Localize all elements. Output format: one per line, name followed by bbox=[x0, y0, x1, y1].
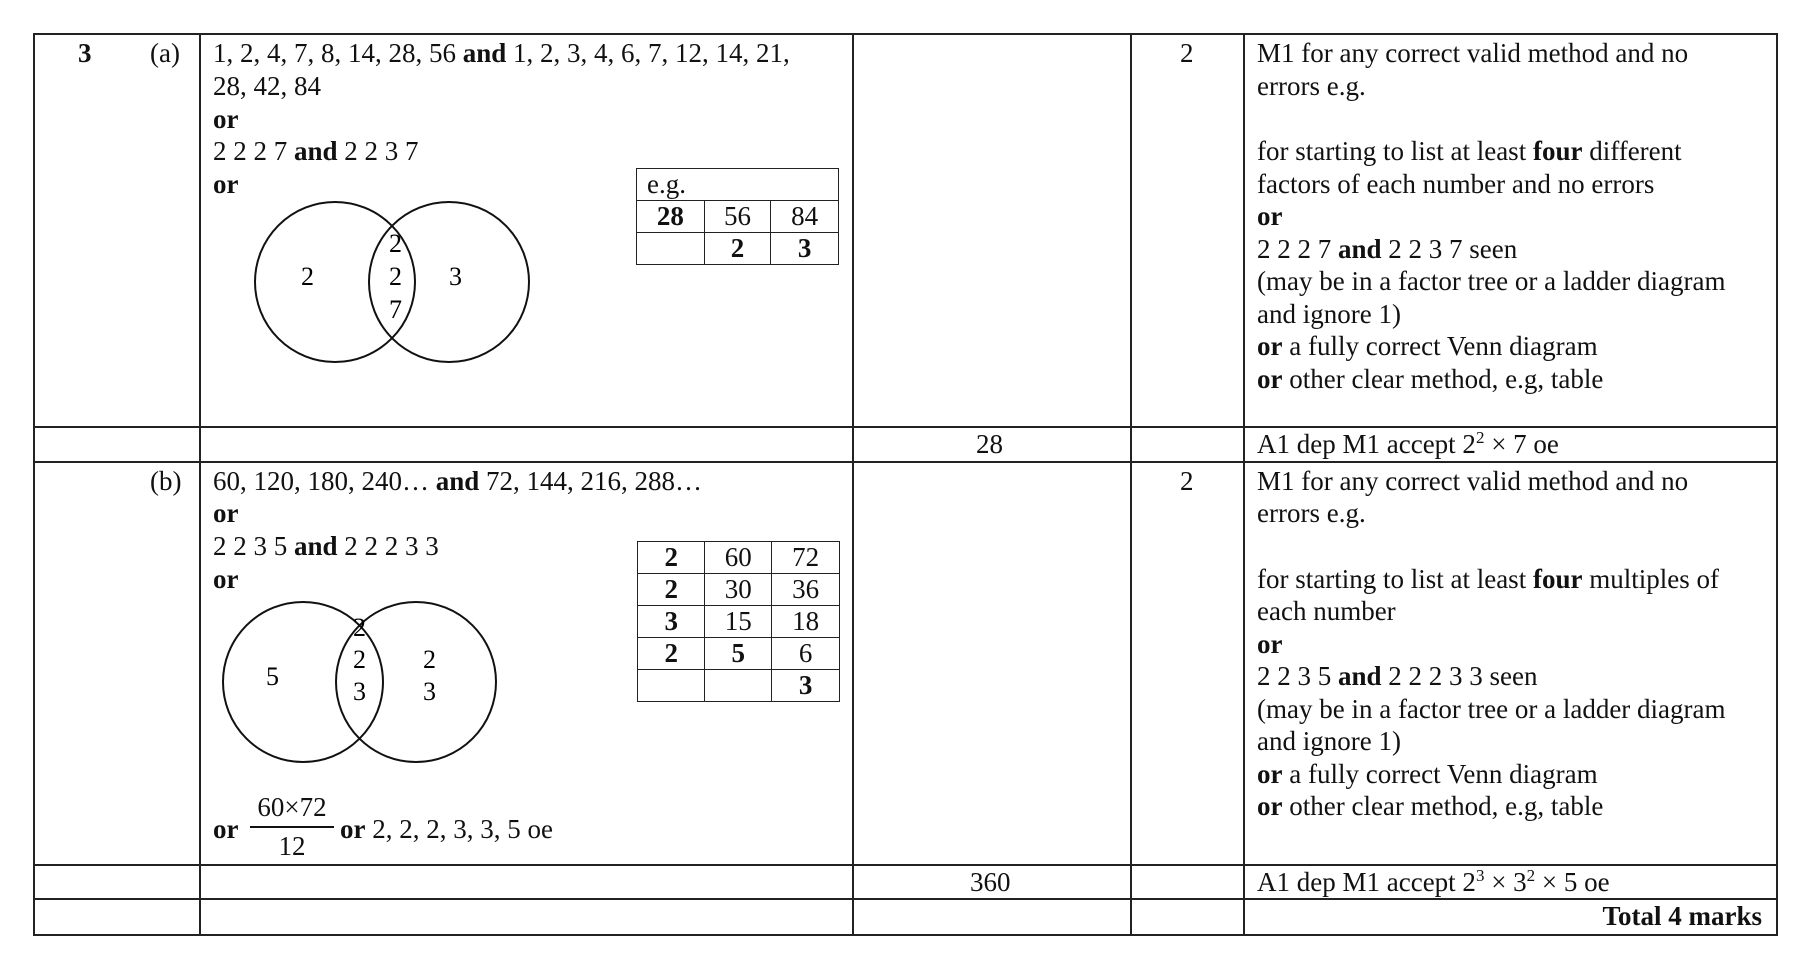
table-cell: 2 bbox=[638, 542, 705, 574]
grid-line bbox=[33, 461, 1778, 463]
venn-mid-value-2: 2 bbox=[353, 645, 366, 674]
note-bold: four bbox=[1532, 136, 1583, 166]
table-cell: 6 bbox=[772, 638, 840, 670]
b-note-line bbox=[1257, 758, 1598, 791]
a-multiples-list-left: 1, 2, 4, 7, 8, 14, 28, 56 bbox=[213, 38, 456, 68]
a-or-2: or bbox=[213, 169, 239, 199]
note-bold: and bbox=[1338, 661, 1382, 691]
table-cell: 72 bbox=[772, 542, 840, 574]
a-note-line bbox=[1257, 363, 1603, 396]
note-bold: or bbox=[1257, 364, 1283, 394]
b-note-or: or bbox=[1257, 629, 1283, 659]
grid-line bbox=[33, 934, 1778, 936]
table-cell: 36 bbox=[772, 574, 840, 606]
grid-line bbox=[1243, 33, 1245, 935]
venn-right-value-2: 3 bbox=[423, 677, 436, 706]
note-bold: and bbox=[1338, 234, 1382, 264]
a-note-line: errors e.g. bbox=[1257, 71, 1366, 101]
table-cell bbox=[705, 670, 772, 702]
superscript: 2 bbox=[1526, 866, 1536, 885]
b-note-line: each number bbox=[1257, 596, 1396, 626]
note-text: other clear method, e.g, table bbox=[1289, 364, 1604, 394]
a-note-line: (may be in a factor tree or a ladder diagram bbox=[1257, 266, 1726, 296]
grid-line bbox=[199, 33, 201, 935]
b-multiples-list-left: 60, 120, 180, 240… bbox=[213, 466, 429, 496]
b-note-line bbox=[1257, 660, 1538, 693]
note-text: × 5 oe bbox=[1535, 867, 1610, 897]
a-ladder-table bbox=[636, 168, 839, 265]
total-marks: Total 4 marks bbox=[1602, 901, 1762, 931]
venn-left-value: 5 bbox=[266, 662, 279, 691]
a-note-line: factors of each number and no errors bbox=[1257, 169, 1655, 199]
note-text: 2 2 2 3 3 seen bbox=[1388, 661, 1538, 691]
table-caption: e.g. bbox=[637, 169, 839, 201]
b-pf-left: 2 2 3 5 bbox=[213, 531, 288, 561]
venn-right-value: 3 bbox=[449, 262, 462, 291]
note-text: 2 2 3 7 seen bbox=[1388, 234, 1518, 264]
a-working-line1 bbox=[213, 37, 790, 70]
note-text: different bbox=[1589, 136, 1682, 166]
a-pf-right: 2 2 3 7 bbox=[344, 136, 419, 166]
a-answer: 28 bbox=[976, 429, 1003, 459]
table-cell: 3 bbox=[638, 606, 705, 638]
b-pf-right: 2 2 2 3 3 bbox=[344, 531, 439, 561]
note-text: a fully correct Venn diagram bbox=[1289, 331, 1598, 361]
b-note-line: errors e.g. bbox=[1257, 498, 1366, 528]
b-after-fraction bbox=[340, 813, 553, 846]
a-note-line bbox=[1257, 330, 1598, 363]
b-answer: 360 bbox=[970, 867, 1011, 897]
venn-mid-value-3: 3 bbox=[353, 677, 366, 706]
b-and: and bbox=[435, 466, 480, 496]
a-venn-diagram bbox=[255, 198, 535, 366]
table-cell: 2 bbox=[704, 233, 771, 265]
note-text: 2 2 3 5 bbox=[1257, 661, 1332, 691]
a-note-line bbox=[1257, 233, 1517, 266]
b-prime-factors bbox=[213, 530, 439, 563]
grid-line bbox=[1776, 33, 1778, 935]
a-multiples-list-right: 1, 2, 3, 4, 6, 7, 12, 14, 21, bbox=[513, 38, 790, 68]
note-text: multiples of bbox=[1589, 564, 1719, 594]
note-text: × 3 bbox=[1484, 867, 1527, 897]
b-note-line bbox=[1257, 563, 1719, 596]
superscript: 2 bbox=[1475, 428, 1485, 447]
b-venn-diagram bbox=[223, 600, 499, 764]
note-text: 2, 2, 2, 3, 3, 5 oe bbox=[372, 814, 553, 844]
table-cell: 3 bbox=[771, 233, 839, 265]
a-a1-note bbox=[1257, 428, 1559, 461]
a-or-1: or bbox=[213, 104, 239, 134]
table-cell: 18 bbox=[772, 606, 840, 638]
b-or-1: or bbox=[213, 498, 239, 528]
table-cell: 2 bbox=[638, 638, 705, 670]
note-text: × 7 oe bbox=[1484, 429, 1559, 459]
table-cell bbox=[638, 670, 705, 702]
b-note-line: and ignore 1) bbox=[1257, 726, 1401, 756]
table-cell: 2 bbox=[638, 574, 705, 606]
note-bold: or bbox=[1257, 791, 1283, 821]
note-text: other clear method, e.g, table bbox=[1289, 791, 1604, 821]
grid-line bbox=[1130, 33, 1132, 935]
b-pf-and: and bbox=[294, 531, 338, 561]
note-bold: or bbox=[340, 814, 366, 844]
a-pf-and: and bbox=[294, 136, 338, 166]
table-cell: 3 bbox=[772, 670, 840, 702]
a-note-line bbox=[1257, 135, 1682, 168]
question-number: 3 bbox=[78, 38, 92, 68]
grid-line bbox=[852, 33, 854, 935]
note-bold: or bbox=[1257, 331, 1283, 361]
a-pf-left: 2 2 2 7 bbox=[213, 136, 288, 166]
table-cell: 5 bbox=[705, 638, 772, 670]
note-bold: or bbox=[1257, 759, 1283, 789]
table-cell: 56 bbox=[704, 201, 771, 233]
table-cell: 28 bbox=[637, 201, 705, 233]
b-ladder-table bbox=[637, 541, 840, 702]
grid-line bbox=[33, 33, 1778, 35]
b-marks: 2 bbox=[1180, 466, 1194, 496]
fraction-denominator: 12 bbox=[278, 830, 306, 861]
superscript: 3 bbox=[1475, 866, 1485, 885]
fraction-bar bbox=[250, 826, 334, 828]
a-prime-factors bbox=[213, 135, 419, 168]
a-working-line2: 28, 42, 84 bbox=[213, 71, 321, 101]
b-or-2: or bbox=[213, 564, 239, 594]
venn-right-value-1: 2 bbox=[423, 645, 436, 674]
b-note-line: (may be in a factor tree or a ladder diagram bbox=[1257, 694, 1726, 724]
note-text: for starting to list at least bbox=[1257, 564, 1527, 594]
note-text: A1 dep M1 accept 2 bbox=[1257, 867, 1476, 897]
a-note-line: M1 for any correct valid method and no bbox=[1257, 38, 1689, 68]
venn-mid-value-1: 2 bbox=[389, 229, 402, 258]
table-cell bbox=[637, 233, 705, 265]
table-cell: 84 bbox=[771, 201, 839, 233]
a-and: and bbox=[462, 38, 507, 68]
venn-mid-value-2: 2 bbox=[389, 262, 402, 291]
note-bold: four bbox=[1532, 564, 1583, 594]
part-b-label: (b) bbox=[150, 466, 182, 496]
note-text: 2 2 2 7 bbox=[1257, 234, 1332, 264]
b-working-line1 bbox=[213, 465, 702, 498]
grid-line bbox=[33, 33, 35, 935]
b-note-line bbox=[1257, 790, 1603, 823]
venn-mid-value-1: 2 bbox=[353, 613, 366, 642]
a-marks: 2 bbox=[1180, 38, 1194, 68]
note-text: a fully correct Venn diagram bbox=[1289, 759, 1598, 789]
part-a-label: (a) bbox=[150, 38, 180, 68]
b-fraction bbox=[250, 792, 334, 861]
note-text: for starting to list at least bbox=[1257, 136, 1527, 166]
b-note-line: M1 for any correct valid method and no bbox=[1257, 466, 1689, 496]
table-cell: 30 bbox=[705, 574, 772, 606]
a-note-line: and ignore 1) bbox=[1257, 299, 1401, 329]
table-cell: 15 bbox=[705, 606, 772, 638]
fraction-numerator: 60×72 bbox=[257, 792, 327, 822]
b-a1-note bbox=[1257, 866, 1610, 899]
table-cell: 60 bbox=[705, 542, 772, 574]
venn-left-value: 2 bbox=[301, 262, 314, 291]
b-multiples-list-right: 72, 144, 216, 288… bbox=[486, 466, 703, 496]
a-note-or: or bbox=[1257, 201, 1283, 231]
venn-mid-value-3: 7 bbox=[389, 295, 402, 324]
note-text: A1 dep M1 accept 2 bbox=[1257, 429, 1476, 459]
b-or-3: or bbox=[213, 814, 239, 844]
